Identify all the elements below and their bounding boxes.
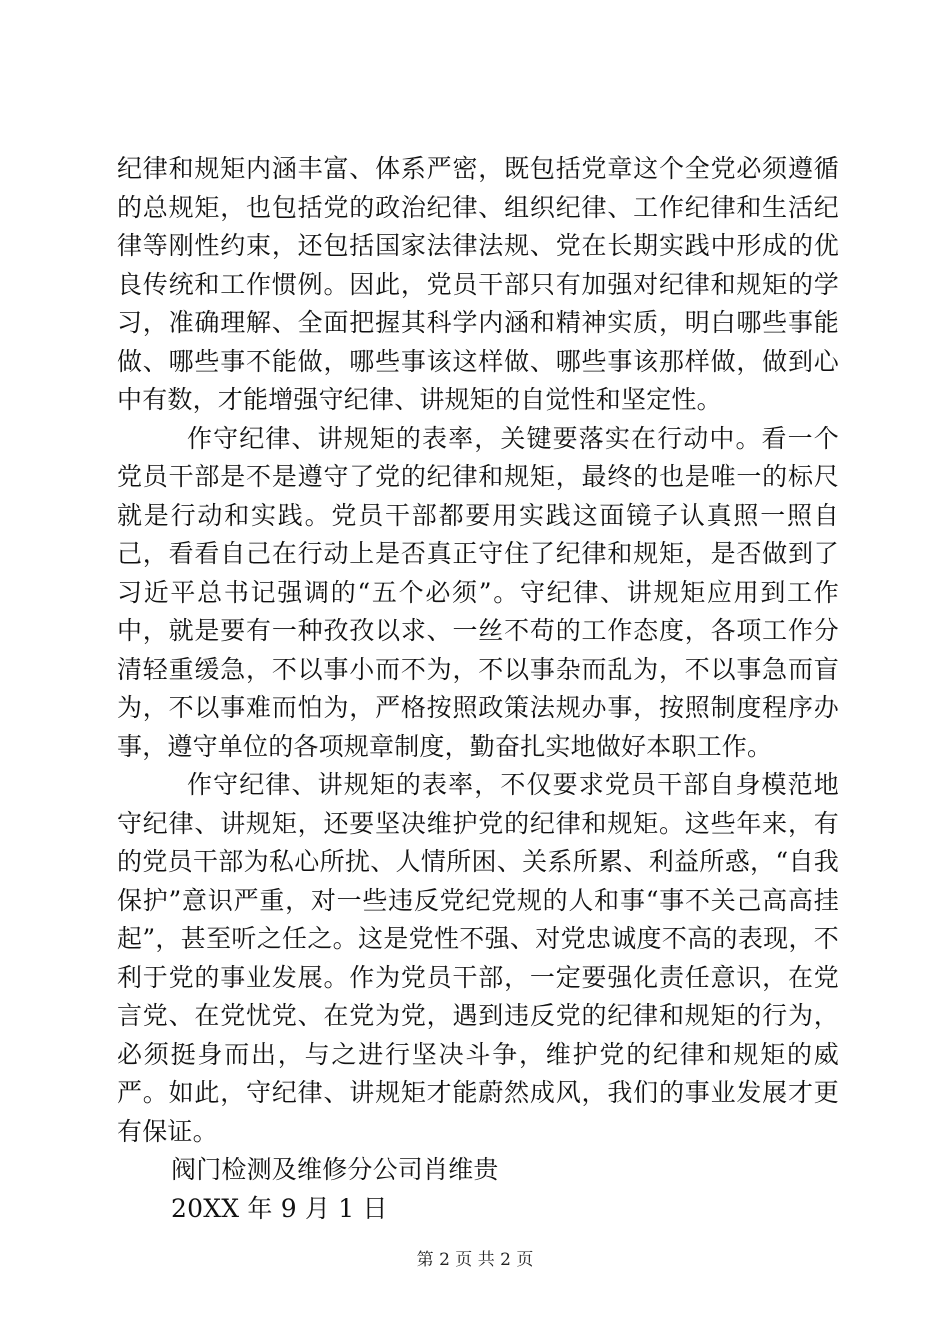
paragraph-3: 作守纪律、讲规矩的表率，不仅要求党员干部自身模范地守纪律、讲规矩，还要坚决维护党的纪律和规矩。这些年来，有的党员干部为私心所扰、人情所困、关系所累、利益所惑，“自我保护”意识严重，对一些违反党纪党规的人和事“事不关己高高挂起”，甚至听之任之。这是党性不强、对党忠诚度不高的表现，不利于党的事业发展。作为党员干部，一定要强化责任意识，在党言党、在党忧党、在党为党，遇到违反党的纪律和规矩的行为，必须挺身而出，与之进行坚决斗争，维护党的纪律和规矩的威严。如此，守纪律、讲规矩才能蔚然成风，我们的事业发展才更有保证。	[117, 770, 839, 1146]
paragraph-2: 作守纪律、讲规矩的表率，关键要落实在行动中。看一个党员干部是不是遵守了党的纪律和规矩，最终的也是唯一的标尺就是行动和实践。党员干部都要用实践这面镜子认真照一照自己，看看自己在行动上是否真正守住了纪律和规矩，是否做到了习近平总书记强调的“五个必须”。守纪律、讲规矩应用到工作中，就是要有一种孜孜以求、一丝不苟的工作态度，各项工作分清轻重缓急，不以事小而不为，不以事杂而乱为，不以事急而盲为，不以事难而怕为，严格按照政策法规办事，按照制度程序办事，遵守单位的各项规章制度，勤奋扎实地做好本职工作。	[117, 423, 839, 761]
paragraph-1: 纪律和规矩内涵丰富、体系严密，既包括党章这个全党必须遵循的总规矩，也包括党的政治纪律、组织纪律、工作纪律和生活纪律等刚性约束，还包括国家法律法规、党在长期实践中形成的优良传统和工作惯例。因此，党员干部只有加强对纪律和规矩的学习，准确理解、全面把握其科学内涵和精神实质，明白哪些事能做、哪些事不能做，哪些事该这样做、哪些事该那样做，做到心中有数，才能增强守纪律、讲规矩的自觉性和坚定性。	[117, 154, 839, 414]
page-number-footer: 第 2 页 共 2 页	[416, 1250, 534, 1270]
signature-line: 阀门检测及维修分公司肖维贵	[171, 1155, 499, 1184]
date-line: 20XX 年 9 月 1 日	[171, 1193, 388, 1223]
document-body	[117, 150, 839, 1228]
